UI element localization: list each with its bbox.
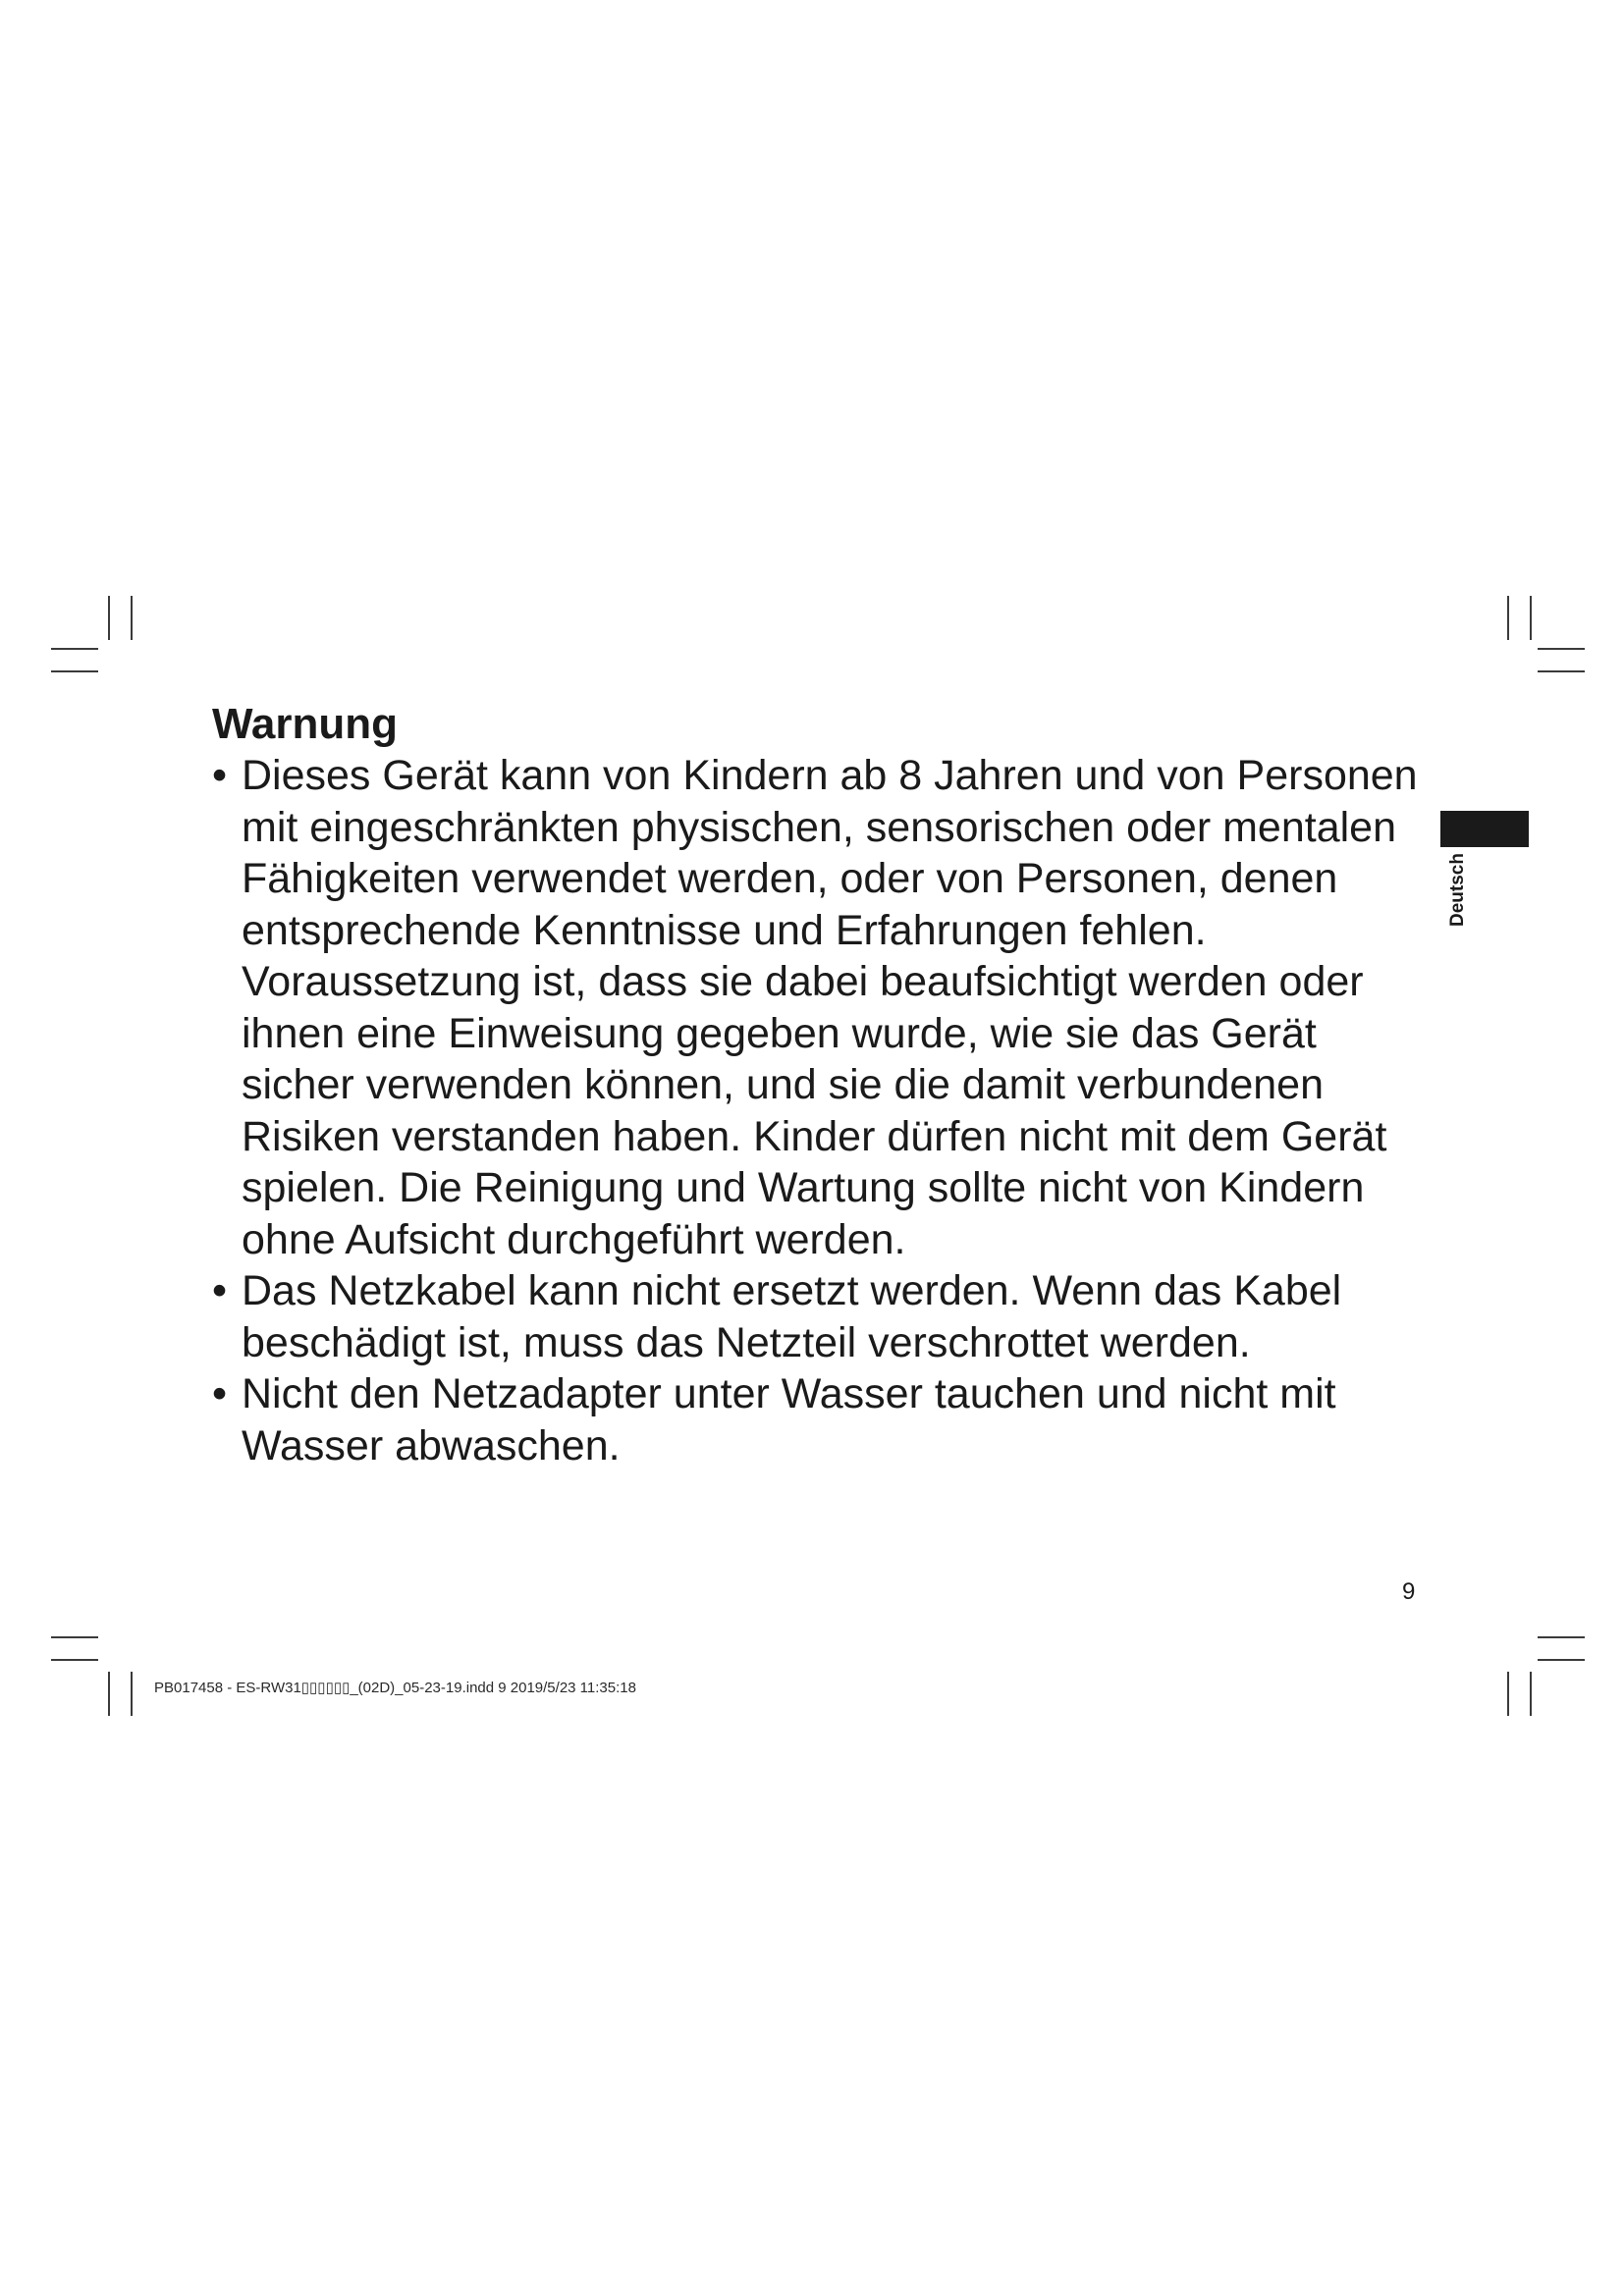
crop-mark	[108, 596, 110, 640]
print-slug: PB017458 - ES-RW31▯▯▯▯▯▯_(02D)_05-23-19.indd 9 2019/5/23 11:35:18	[154, 1680, 636, 1696]
crop-mark	[131, 596, 133, 640]
bullet-text: Dieses Gerät kann von Kindern ab 8 Jahren und von Personen mit eingeschränkten physischen, sensorischen oder mentalen Fähigkeiten verwendet werden, oder von Personen, denen entsprechende Kenntnisse und Erfahrungen fehlen. Voraussetzung ist, dass sie dabei beaufsichtigt werden oder ihnen eine Einweisung gegeben wurde, wie sie das Gerät sicher verwenden können, und sie die damit verbundenen Risiken verstanden haben. Kinder dürfen nicht mit dem Gerät spielen. Die Reinigung und Wartung sollte nicht von Kindern ohne Aufsicht durchgeführt werden.	[242, 752, 1418, 1263]
crop-mark	[108, 1672, 110, 1716]
page-number: 9	[1402, 1578, 1416, 1605]
list-item	[212, 750, 1430, 1265]
crop-mark	[1507, 1672, 1509, 1716]
crop-mark	[1530, 1672, 1532, 1716]
list-item	[212, 1265, 1430, 1368]
section-heading: Warnung	[212, 700, 398, 748]
warning-section	[212, 699, 1430, 1471]
bullet-icon: •	[212, 752, 228, 799]
warning-list	[212, 750, 1430, 1471]
crop-mark	[51, 1636, 98, 1638]
crop-mark	[51, 670, 98, 672]
bullet-text: Nicht den Netzadapter unter Wasser tauchen und nicht mit Wasser abwaschen.	[242, 1370, 1336, 1469]
language-tab-marker	[1440, 811, 1529, 847]
crop-mark	[1538, 670, 1585, 672]
crop-mark	[1538, 1659, 1585, 1661]
bullet-icon: •	[212, 1370, 228, 1417]
crop-mark	[1530, 596, 1532, 640]
crop-mark	[1507, 596, 1509, 640]
crop-mark	[51, 648, 98, 650]
crop-mark	[1538, 648, 1585, 650]
bullet-icon: •	[212, 1267, 228, 1314]
list-item	[212, 1368, 1430, 1471]
bullet-text: Das Netzkabel kann nicht ersetzt werden. Wenn das Kabel beschädigt ist, muss das Netzteil verschrottet werden.	[242, 1267, 1342, 1366]
crop-mark	[1538, 1636, 1585, 1638]
language-tab-label: Deutsch	[1447, 853, 1468, 927]
crop-mark	[51, 1659, 98, 1661]
crop-mark	[131, 1672, 133, 1716]
